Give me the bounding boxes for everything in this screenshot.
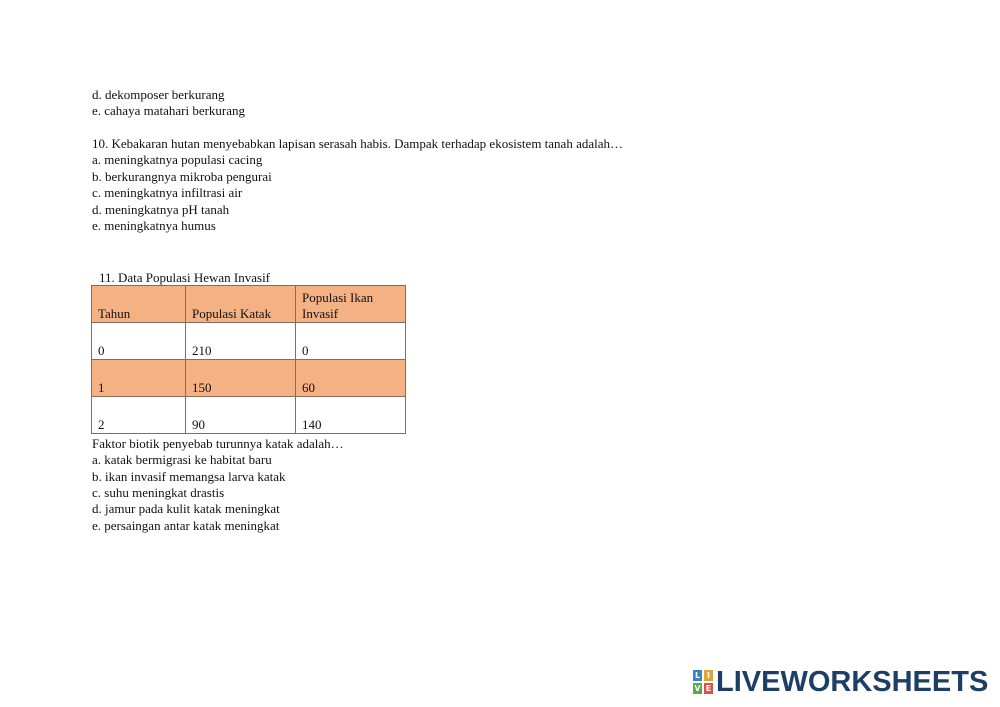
q10-option-b: b. berkurangnya mikroba pengurai [92, 169, 272, 184]
header-populasi-ikan: Populasi Ikan Invasif [296, 286, 406, 323]
header-populasi-katak: Populasi Katak [186, 286, 296, 323]
table-cell: 140 [296, 397, 406, 434]
table-cell: 60 [296, 360, 406, 397]
table-header-row [92, 286, 406, 323]
q11-option-a: a. katak bermigrasi ke habitat baru [92, 452, 272, 467]
table-row [92, 360, 406, 397]
logo-letter-l: L [694, 671, 701, 680]
q10-option-c: c. meningkatnya infiltrasi air [92, 185, 243, 200]
liveworksheets-logo [693, 668, 988, 696]
q9-option-d: d. dekomposer berkurang [92, 87, 225, 102]
q11-option-e: e. persaingan antar katak meningkat [92, 518, 280, 533]
table-cell: 210 [186, 323, 296, 360]
q9-option-e: e. cahaya matahari berkurang [92, 103, 246, 118]
logo-letter-i: I [704, 670, 713, 681]
q11-table-title: 11. Data Populasi Hewan Invasif [99, 270, 271, 285]
liveworksheets-logo-text: LIVEWORKSHEETS [716, 666, 989, 698]
q11-question: Faktor biotik penyebab turunnya katak adalah… [92, 436, 344, 451]
table-cell: 90 [186, 397, 296, 434]
q10-option-d: d. meningkatnya pH tanah [92, 202, 230, 217]
q10-option-e: e. meningkatnya humus [92, 218, 216, 233]
header-tahun: Tahun [92, 286, 186, 323]
table-cell: 1 [92, 360, 186, 397]
logo-letter-e: E [705, 684, 712, 693]
q11-option-b: b. ikan invasif memangsa larva katak [92, 469, 286, 484]
table-cell: 0 [296, 323, 406, 360]
q10-option-a: a. meningkatnya populasi cacing [92, 152, 263, 167]
logo-letter-v: V [694, 684, 701, 693]
table-row [92, 323, 406, 360]
population-table [91, 285, 406, 434]
table-cell: 0 [92, 323, 186, 360]
q11-option-d: d. jamur pada kulit katak meningkat [92, 501, 280, 516]
liveworksheets-logo-icon [693, 670, 713, 694]
table-row [92, 397, 406, 434]
q11-option-c: c. suhu meningkat drastis [92, 485, 225, 500]
table-cell: 150 [186, 360, 296, 397]
q10-question: 10. Kebakaran hutan menyebabkan lapisan serasah habis. Dampak terhadap ekosistem tanah adalah… [92, 136, 624, 151]
table-cell: 2 [92, 397, 186, 434]
